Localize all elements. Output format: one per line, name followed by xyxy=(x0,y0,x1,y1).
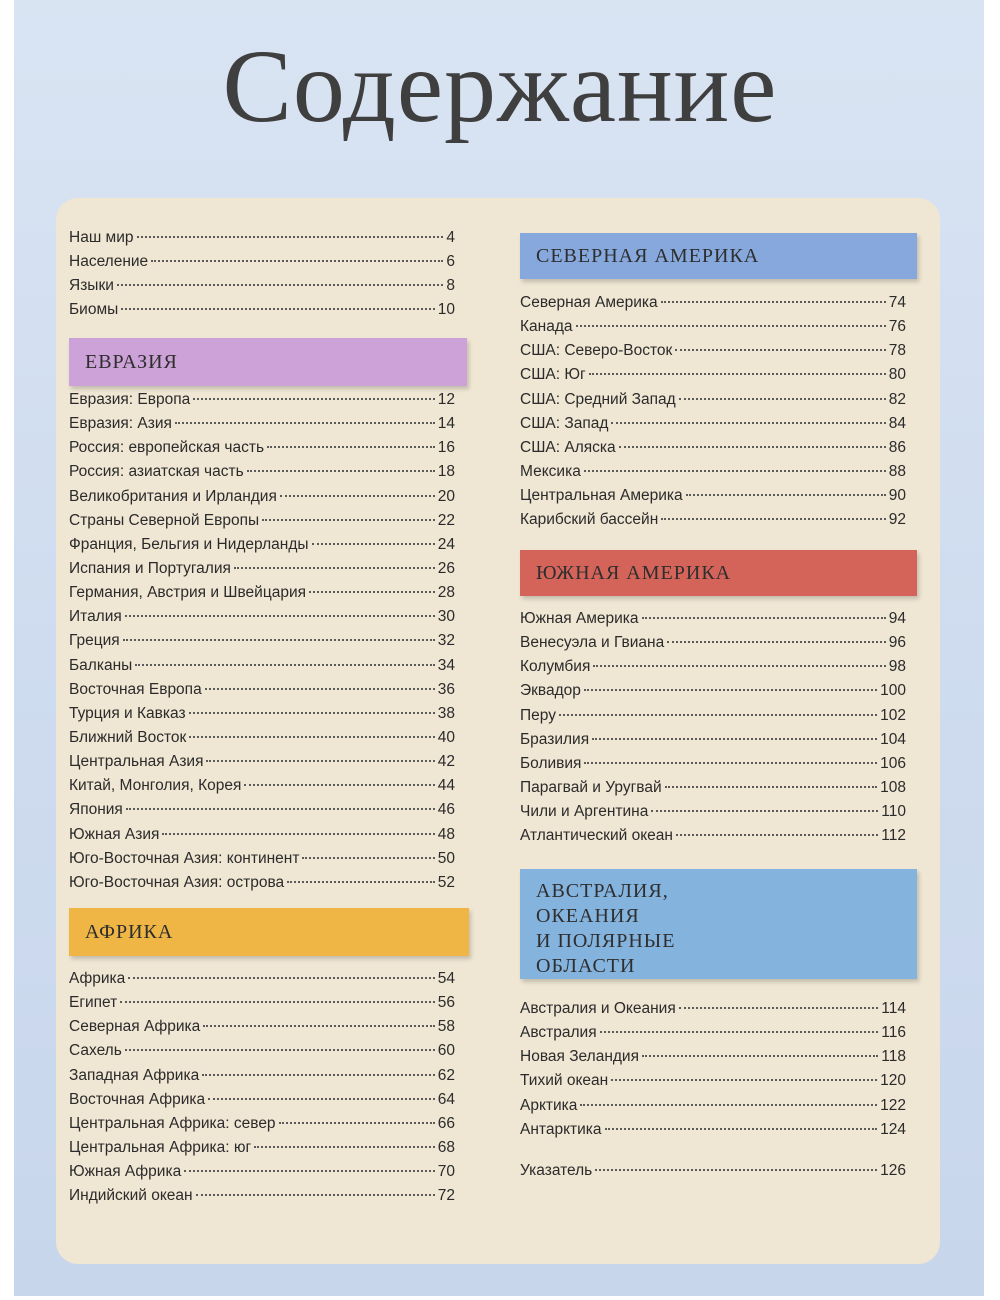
dot-leader xyxy=(679,398,886,400)
toc-entry-page-number: 102 xyxy=(880,706,906,724)
dot-leader xyxy=(244,784,434,786)
toc-entry-title: США: Средний Запад xyxy=(520,390,676,408)
dot-leader xyxy=(123,639,435,641)
toc-entry-title: Юго-Восточная Азия: континент xyxy=(69,849,300,867)
dot-leader xyxy=(128,977,434,979)
toc-entry[interactable] xyxy=(69,1067,455,1091)
toc-entry[interactable] xyxy=(520,1072,906,1096)
toc-entry[interactable] xyxy=(520,682,906,706)
toc-entry-page-number: 64 xyxy=(437,1090,455,1108)
toc-entry-page-number: 80 xyxy=(888,366,906,384)
toc-entry[interactable] xyxy=(520,1024,906,1048)
toc-entry[interactable] xyxy=(520,294,906,318)
toc-entry[interactable] xyxy=(520,463,906,487)
toc-entry[interactable] xyxy=(520,1121,906,1145)
dot-leader xyxy=(605,1128,878,1130)
toc-entry[interactable] xyxy=(69,1139,455,1163)
toc-entry[interactable] xyxy=(69,536,455,560)
toc-entry[interactable] xyxy=(69,681,455,705)
toc-entry-page-number: 14 xyxy=(437,415,455,433)
toc-entry-title: Мексика xyxy=(520,462,581,480)
toc-entry[interactable] xyxy=(69,970,455,994)
toc-entry-title: Эквадор xyxy=(520,682,581,700)
dot-leader xyxy=(642,1055,878,1057)
toc-entry-page-number: 112 xyxy=(881,827,906,845)
toc-entry[interactable] xyxy=(520,342,906,366)
toc-entry[interactable] xyxy=(520,487,906,511)
dot-leader xyxy=(661,301,886,303)
toc-entry-title: Франция, Бельгия и Нидерланды xyxy=(69,535,309,553)
toc-entry-title: Египет xyxy=(69,994,118,1012)
dot-leader xyxy=(592,738,877,740)
toc-entry[interactable] xyxy=(69,850,455,874)
dot-leader xyxy=(137,236,444,238)
toc-entry[interactable] xyxy=(520,366,906,390)
toc-entry[interactable] xyxy=(69,584,455,608)
toc-entry-title: Тихий океан xyxy=(520,1072,609,1090)
dot-leader xyxy=(151,260,443,262)
toc-entry-title: Греция xyxy=(69,632,120,650)
toc-entry-page-number: 46 xyxy=(437,801,455,819)
dot-leader xyxy=(611,422,885,424)
dot-leader xyxy=(234,567,435,569)
toc-entry-page-number: 24 xyxy=(437,535,455,553)
africa-list xyxy=(69,970,455,1211)
dot-leader xyxy=(125,615,435,617)
toc-entry[interactable] xyxy=(69,229,455,253)
dot-leader xyxy=(661,518,885,520)
toc-entry[interactable] xyxy=(520,755,906,779)
toc-entry-title: Центральная Америка xyxy=(520,487,683,505)
toc-entry-title: Евразия: Азия xyxy=(69,415,172,433)
intro-list xyxy=(69,229,455,326)
dot-leader xyxy=(302,857,434,859)
toc-entry[interactable] xyxy=(69,301,455,325)
toc-entry-page-number: 100 xyxy=(880,682,906,700)
toc-entry-page-number: 70 xyxy=(437,1163,455,1181)
toc-entry-title: Великобритания и Ирландия xyxy=(69,487,277,505)
toc-entry-title: Боливия xyxy=(520,754,582,772)
toc-entry[interactable] xyxy=(520,1162,906,1186)
section-heading-africa[interactable] xyxy=(69,908,469,956)
toc-entry[interactable] xyxy=(520,511,906,535)
toc-entry-page-number: 108 xyxy=(880,778,906,796)
toc-entry[interactable] xyxy=(520,318,906,342)
toc-entry-page-number: 66 xyxy=(437,1114,455,1132)
toc-entry-title: Балканы xyxy=(69,656,133,674)
toc-entry-title: Африка xyxy=(69,970,126,987)
toc-entry-title: Италия xyxy=(69,608,122,626)
toc-entry-title: Бразилия xyxy=(520,730,590,748)
toc-entry-page-number: 32 xyxy=(437,632,455,650)
toc-entry[interactable] xyxy=(69,705,455,729)
toc-entry-page-number: 86 xyxy=(888,438,906,456)
toc-entry-title: Южная Африка xyxy=(69,1163,182,1181)
toc-entry-title: Новая Зеландия xyxy=(520,1048,639,1066)
toc-entry-title: Восточная Европа xyxy=(69,680,202,698)
toc-entry-page-number: 88 xyxy=(888,462,906,480)
australia-list xyxy=(520,1000,906,1145)
dot-leader xyxy=(175,422,435,424)
dot-leader xyxy=(676,834,878,836)
toc-entry[interactable] xyxy=(69,439,455,463)
toc-entry-page-number: 120 xyxy=(880,1072,906,1090)
dot-leader xyxy=(686,494,886,496)
toc-entry-page-number: 90 xyxy=(888,487,906,505)
toc-entry-page-number: 30 xyxy=(437,608,455,626)
toc-entry-page-number: 126 xyxy=(880,1162,906,1179)
dot-leader xyxy=(580,1104,877,1106)
toc-entry[interactable] xyxy=(520,1097,906,1121)
toc-entry-page-number: 96 xyxy=(888,634,906,652)
dot-leader xyxy=(559,714,877,716)
toc-entry[interactable] xyxy=(520,827,906,851)
toc-entry-title: Колумбия xyxy=(520,658,591,676)
dot-leader xyxy=(202,1074,435,1076)
toc-entry-page-number: 116 xyxy=(881,1024,906,1042)
toc-entry-page-number: 44 xyxy=(437,777,455,795)
toc-entry[interactable] xyxy=(69,253,455,277)
toc-entry[interactable] xyxy=(520,779,906,803)
index-entry xyxy=(520,1162,906,1186)
dot-leader xyxy=(280,495,435,497)
dot-leader xyxy=(619,446,886,448)
toc-entry[interactable] xyxy=(69,463,455,487)
section-heading-eurasia[interactable] xyxy=(69,338,467,386)
toc-entry-title: Центральная Африка: север xyxy=(69,1114,276,1132)
dot-leader xyxy=(205,688,435,690)
toc-entry-page-number: 22 xyxy=(437,511,455,529)
toc-entry-title: Население xyxy=(69,253,149,271)
toc-entry-title: Парагвай и Уругвай xyxy=(520,778,662,796)
toc-entry-page-number: 118 xyxy=(881,1048,906,1066)
toc-entry-title: Турция и Кавказ xyxy=(69,704,186,722)
dot-leader xyxy=(600,1031,879,1033)
toc-entry-page-number: 106 xyxy=(880,754,906,772)
toc-entry[interactable] xyxy=(69,777,455,801)
toc-entry-page-number: 62 xyxy=(437,1066,455,1084)
section-heading-label: АФРИКА xyxy=(85,921,174,943)
toc-entry[interactable] xyxy=(69,608,455,632)
dot-leader xyxy=(262,519,435,521)
toc-entry-page-number: 40 xyxy=(437,728,455,746)
toc-entry-title: Испания и Португалия xyxy=(69,559,231,577)
dot-leader xyxy=(254,1146,435,1148)
toc-entry[interactable] xyxy=(69,277,455,301)
toc-entry-page-number: 4 xyxy=(446,229,455,246)
dot-leader xyxy=(117,284,443,286)
dot-leader xyxy=(126,808,435,810)
toc-entry-title: США: Запад xyxy=(520,414,609,432)
toc-entry-title: США: Аляска xyxy=(520,438,616,456)
toc-entry-page-number: 114 xyxy=(881,1000,906,1017)
dot-leader xyxy=(675,349,885,351)
toc-entry-title: Северная Америка xyxy=(520,294,658,311)
toc-entry[interactable] xyxy=(69,657,455,681)
dot-leader xyxy=(589,373,886,375)
toc-entry-page-number: 84 xyxy=(888,414,906,432)
toc-entry-page-number: 104 xyxy=(880,730,906,748)
toc-entry[interactable] xyxy=(520,391,906,415)
toc-entry-page-number: 36 xyxy=(437,680,455,698)
toc-entry-page-number: 78 xyxy=(888,342,906,360)
dot-leader xyxy=(593,665,885,667)
toc-entry-page-number: 58 xyxy=(437,1018,455,1036)
dot-leader xyxy=(162,833,434,835)
toc-entry-title: Япония xyxy=(69,801,123,819)
toc-entry-title: Австралия xyxy=(520,1024,597,1042)
toc-entry-title: Центральная Африка: юг xyxy=(69,1138,252,1156)
dot-leader xyxy=(642,617,886,619)
toc-entry-page-number: 42 xyxy=(437,753,455,771)
toc-entry-page-number: 124 xyxy=(880,1120,906,1138)
toc-entry-page-number: 52 xyxy=(437,873,455,891)
dot-leader xyxy=(125,1049,435,1051)
toc-entry-page-number: 94 xyxy=(888,610,906,627)
toc-entry[interactable] xyxy=(69,1018,455,1042)
toc-entry-title: Биомы xyxy=(69,301,119,319)
toc-entry-title: Перу xyxy=(520,706,556,724)
toc-entry[interactable] xyxy=(69,1115,455,1139)
page-title: Содержание xyxy=(222,29,778,144)
toc-entry-title: Наш мир xyxy=(69,229,134,246)
toc-entry-title: США: Северо-Восток xyxy=(520,342,673,360)
dot-leader xyxy=(309,591,435,593)
toc-entry-title: Россия: азиатская часть xyxy=(69,463,244,481)
toc-entry-page-number: 16 xyxy=(437,439,455,457)
dot-leader xyxy=(196,1194,435,1196)
toc-entry-page-number: 54 xyxy=(437,970,455,987)
dot-leader xyxy=(203,1025,434,1027)
toc-entry-page-number: 76 xyxy=(888,318,906,336)
toc-entry-title: Сахель xyxy=(69,1042,122,1060)
dot-leader xyxy=(665,786,878,788)
toc-entry-title: Восточная Африка xyxy=(69,1090,206,1108)
toc-entry-page-number: 50 xyxy=(437,849,455,867)
toc-entry[interactable] xyxy=(69,1187,455,1211)
dot-leader xyxy=(208,1098,435,1100)
dot-leader xyxy=(584,470,886,472)
dot-leader xyxy=(193,398,435,400)
toc-entry[interactable] xyxy=(520,415,906,439)
toc-entry[interactable] xyxy=(69,560,455,584)
toc-entry-title: Страны Северной Европы xyxy=(69,511,260,529)
dot-leader xyxy=(206,760,434,762)
toc-entry[interactable] xyxy=(520,634,906,658)
toc-entry[interactable] xyxy=(69,729,455,753)
toc-entry-page-number: 6 xyxy=(446,253,455,271)
section-heading-label: АВСТРАЛИЯ, ОКЕАНИЯ И ПОЛЯРНЫЕ ОБЛАСТИ xyxy=(536,880,676,977)
dot-leader xyxy=(184,1170,435,1172)
toc-entry-title: Южная Америка xyxy=(520,610,639,627)
toc-entry[interactable] xyxy=(69,1163,455,1187)
section-heading-label: ЮЖНАЯ АМЕРИКА xyxy=(536,562,732,584)
toc-entry-page-number: 122 xyxy=(880,1096,906,1114)
toc-entry[interactable] xyxy=(520,1048,906,1072)
dot-leader xyxy=(189,712,435,714)
toc-entry-title: Западная Африка xyxy=(69,1066,200,1084)
toc-entry-page-number: 8 xyxy=(446,277,455,295)
eurasia-list xyxy=(69,391,455,898)
toc-entry-title: Евразия: Европа xyxy=(69,391,191,408)
toc-entry-title: Карибский бассейн xyxy=(520,511,659,529)
toc-entry-page-number: 72 xyxy=(437,1187,455,1205)
toc-entry-page-number: 48 xyxy=(437,825,455,843)
dot-leader xyxy=(576,325,886,327)
toc-entry-title: Северная Африка xyxy=(69,1018,201,1036)
toc-entry[interactable] xyxy=(69,874,455,898)
toc-entry-title: Ближний Восток xyxy=(69,728,187,746)
toc-entry-page-number: 56 xyxy=(437,994,455,1012)
toc-entry[interactable] xyxy=(69,1091,455,1115)
dot-leader xyxy=(135,664,434,666)
dot-leader xyxy=(287,881,435,883)
section-heading-australia[interactable] xyxy=(520,869,917,979)
dot-leader xyxy=(120,1001,435,1003)
toc-entry-title: Языки xyxy=(69,277,114,295)
toc-entry-title: Южная Азия xyxy=(69,825,160,843)
toc-entry-page-number: 98 xyxy=(888,658,906,676)
toc-entry-page-number: 74 xyxy=(888,294,906,311)
toc-entry[interactable] xyxy=(69,753,455,777)
section-heading-label: СЕВЕРНАЯ АМЕРИКА xyxy=(536,245,760,267)
dot-leader xyxy=(651,810,878,812)
toc-entry[interactable] xyxy=(69,994,455,1018)
toc-entry-page-number: 28 xyxy=(437,584,455,602)
toc-entry[interactable] xyxy=(69,826,455,850)
toc-entry-page-number: 18 xyxy=(437,463,455,481)
dot-leader xyxy=(121,308,435,310)
toc-entry[interactable] xyxy=(520,803,906,827)
toc-entry[interactable] xyxy=(69,391,455,415)
toc-entry-title: Россия: европейская часть xyxy=(69,439,265,457)
toc-entry-title: Чили и Аргентина xyxy=(520,803,649,821)
dot-leader xyxy=(667,641,886,643)
dot-leader xyxy=(312,543,435,545)
toc-entry-page-number: 34 xyxy=(437,656,455,674)
toc-entry-page-number: 110 xyxy=(881,803,906,821)
toc-entry[interactable] xyxy=(520,1000,906,1024)
toc-entry-page-number: 26 xyxy=(437,559,455,577)
north-america-list xyxy=(520,294,906,535)
toc-entry-title: Австралия и Океания xyxy=(520,1000,676,1017)
toc-entry-title: США: Юг xyxy=(520,366,586,384)
dot-leader xyxy=(611,1079,877,1081)
toc-entry-title: Юго-Восточная Азия: острова xyxy=(69,873,285,891)
dot-leader xyxy=(679,1007,879,1009)
section-heading-label: ЕВРАЗИЯ xyxy=(85,351,178,373)
toc-entry-title: Антарктика xyxy=(520,1120,602,1138)
toc-entry[interactable] xyxy=(520,707,906,731)
toc-entry[interactable] xyxy=(520,439,906,463)
toc-entry-page-number: 60 xyxy=(437,1042,455,1060)
section-heading-north-america[interactable] xyxy=(520,233,917,279)
toc-entry[interactable] xyxy=(520,658,906,682)
toc-entry-title: Указатель xyxy=(520,1162,593,1179)
dot-leader xyxy=(584,762,877,764)
dot-leader xyxy=(189,736,434,738)
dot-leader xyxy=(267,446,435,448)
toc-entry[interactable] xyxy=(69,632,455,656)
toc-entry-page-number: 12 xyxy=(437,391,455,408)
toc-entry-page-number: 20 xyxy=(437,487,455,505)
toc-entry[interactable] xyxy=(69,415,455,439)
toc-entry-page-number: 92 xyxy=(888,511,906,529)
toc-entry-page-number: 10 xyxy=(437,301,455,319)
south-america-list xyxy=(520,610,906,851)
toc-entry[interactable] xyxy=(520,610,906,634)
dot-leader xyxy=(247,470,435,472)
toc-entry[interactable] xyxy=(69,488,455,512)
toc-entry-title: Атлантический океан xyxy=(520,827,673,845)
dot-leader xyxy=(279,1122,435,1124)
toc-entry-page-number: 38 xyxy=(437,704,455,722)
toc-entry[interactable] xyxy=(69,512,455,536)
toc-entry-title: Центральная Азия xyxy=(69,753,204,771)
toc-entry-page-number: 82 xyxy=(888,390,906,408)
toc-entry-page-number: 68 xyxy=(437,1138,455,1156)
toc-entry-title: Венесуэла и Гвиана xyxy=(520,634,665,652)
toc-entry-title: Арктика xyxy=(520,1096,578,1114)
toc-entry[interactable] xyxy=(69,1042,455,1066)
toc-entry-title: Германия, Австрия и Швейцария xyxy=(69,584,307,602)
toc-entry[interactable] xyxy=(520,731,906,755)
dot-leader xyxy=(584,689,877,691)
toc-entry[interactable] xyxy=(69,801,455,825)
section-heading-south-america[interactable] xyxy=(520,550,917,596)
toc-entry-title: Китай, Монголия, Корея xyxy=(69,777,242,795)
dot-leader xyxy=(595,1169,877,1171)
toc-entry-title: Канада xyxy=(520,318,573,336)
toc-entry-title: Индийский океан xyxy=(69,1187,193,1205)
